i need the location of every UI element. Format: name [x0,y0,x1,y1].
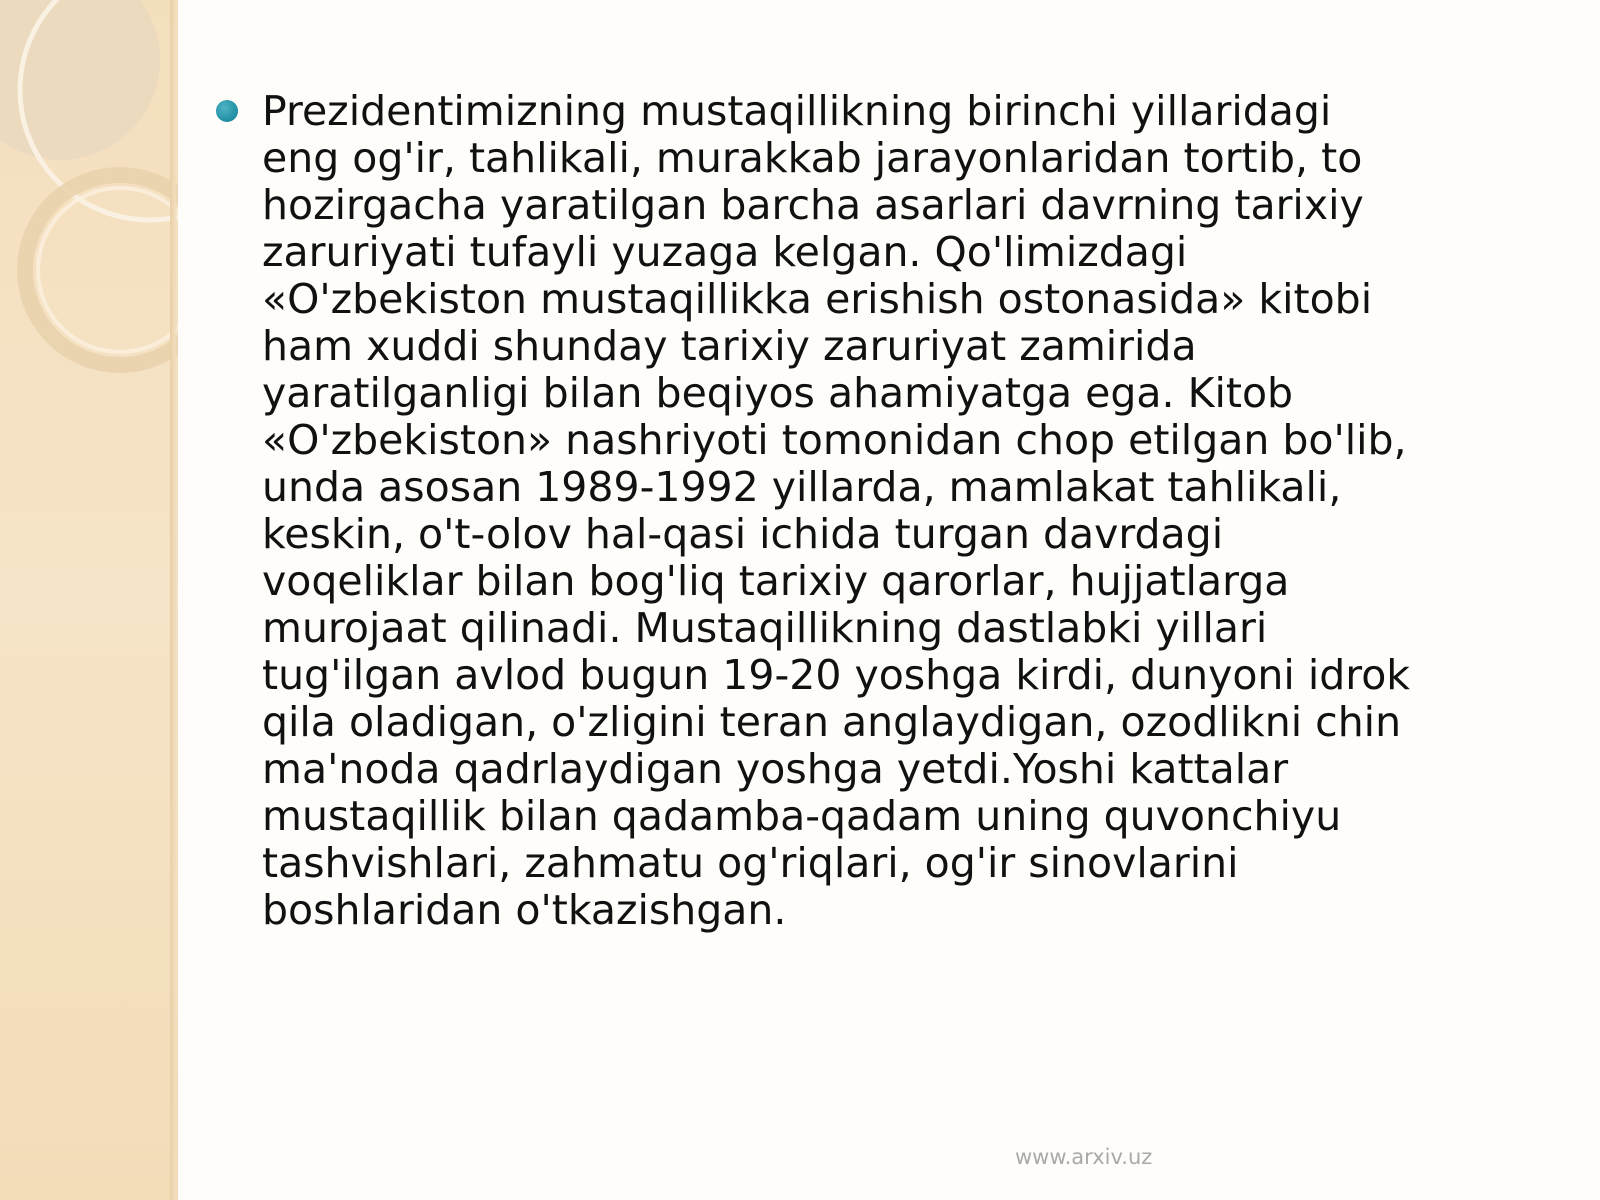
slide-content [210,88,1550,934]
ring-ornament-icon [0,0,178,420]
side-band-edge [170,0,178,1200]
body-paragraph: Prezidentimizning mustaqillikning birinchi yillaridagi eng og'ir, tahlikali, murakkab jarayonlaridan tortib, to hozirgacha yaratilgan barcha asarlari davrning tarixiy zaruriyati tufayli yuzaga kelgan. Qo'limizdagi «O'zbekiston mustaqillikka erishish ostonasida» kitobi ham xuddi shunday tarixiy zaruriyat zamirida yaratilganligi bilan beqiyos ahamiyatga ega. Kitob «O'zbekiston» nashriyoti tomonidan chop etilgan bo'lib, unda asosan 1989-1992 yillarda, mamlakat tahlikali, keskin, o't-olov hal-qasi ichida turgan davrdagi voqeliklar bilan bog'liq tarixiy qarorlar, hujjatlarga murojaat qilinadi. Mustaqillikning dastlabki yillari tug'ilgan avlod bugun 19-20 yoshga kirdi, dunyoni idrok qila oladigan, o'zligini teran anglaydigan, ozodlikni chin ma'noda qadrlaydigan yoshga yetdi.Yoshi kattalar mustaqillik bilan qadamba-qadam uning quvonchiyu tashvishlari, zahmatu og'riqlari, og'ir sinovlarini boshlaridan o'tkazishgan. [262,87,1411,934]
decorative-side-band [0,0,178,1200]
bullet-item [210,88,1550,934]
bullet-dot-icon [216,100,238,122]
footer-watermark: www.arxiv.uz [1015,1145,1153,1169]
